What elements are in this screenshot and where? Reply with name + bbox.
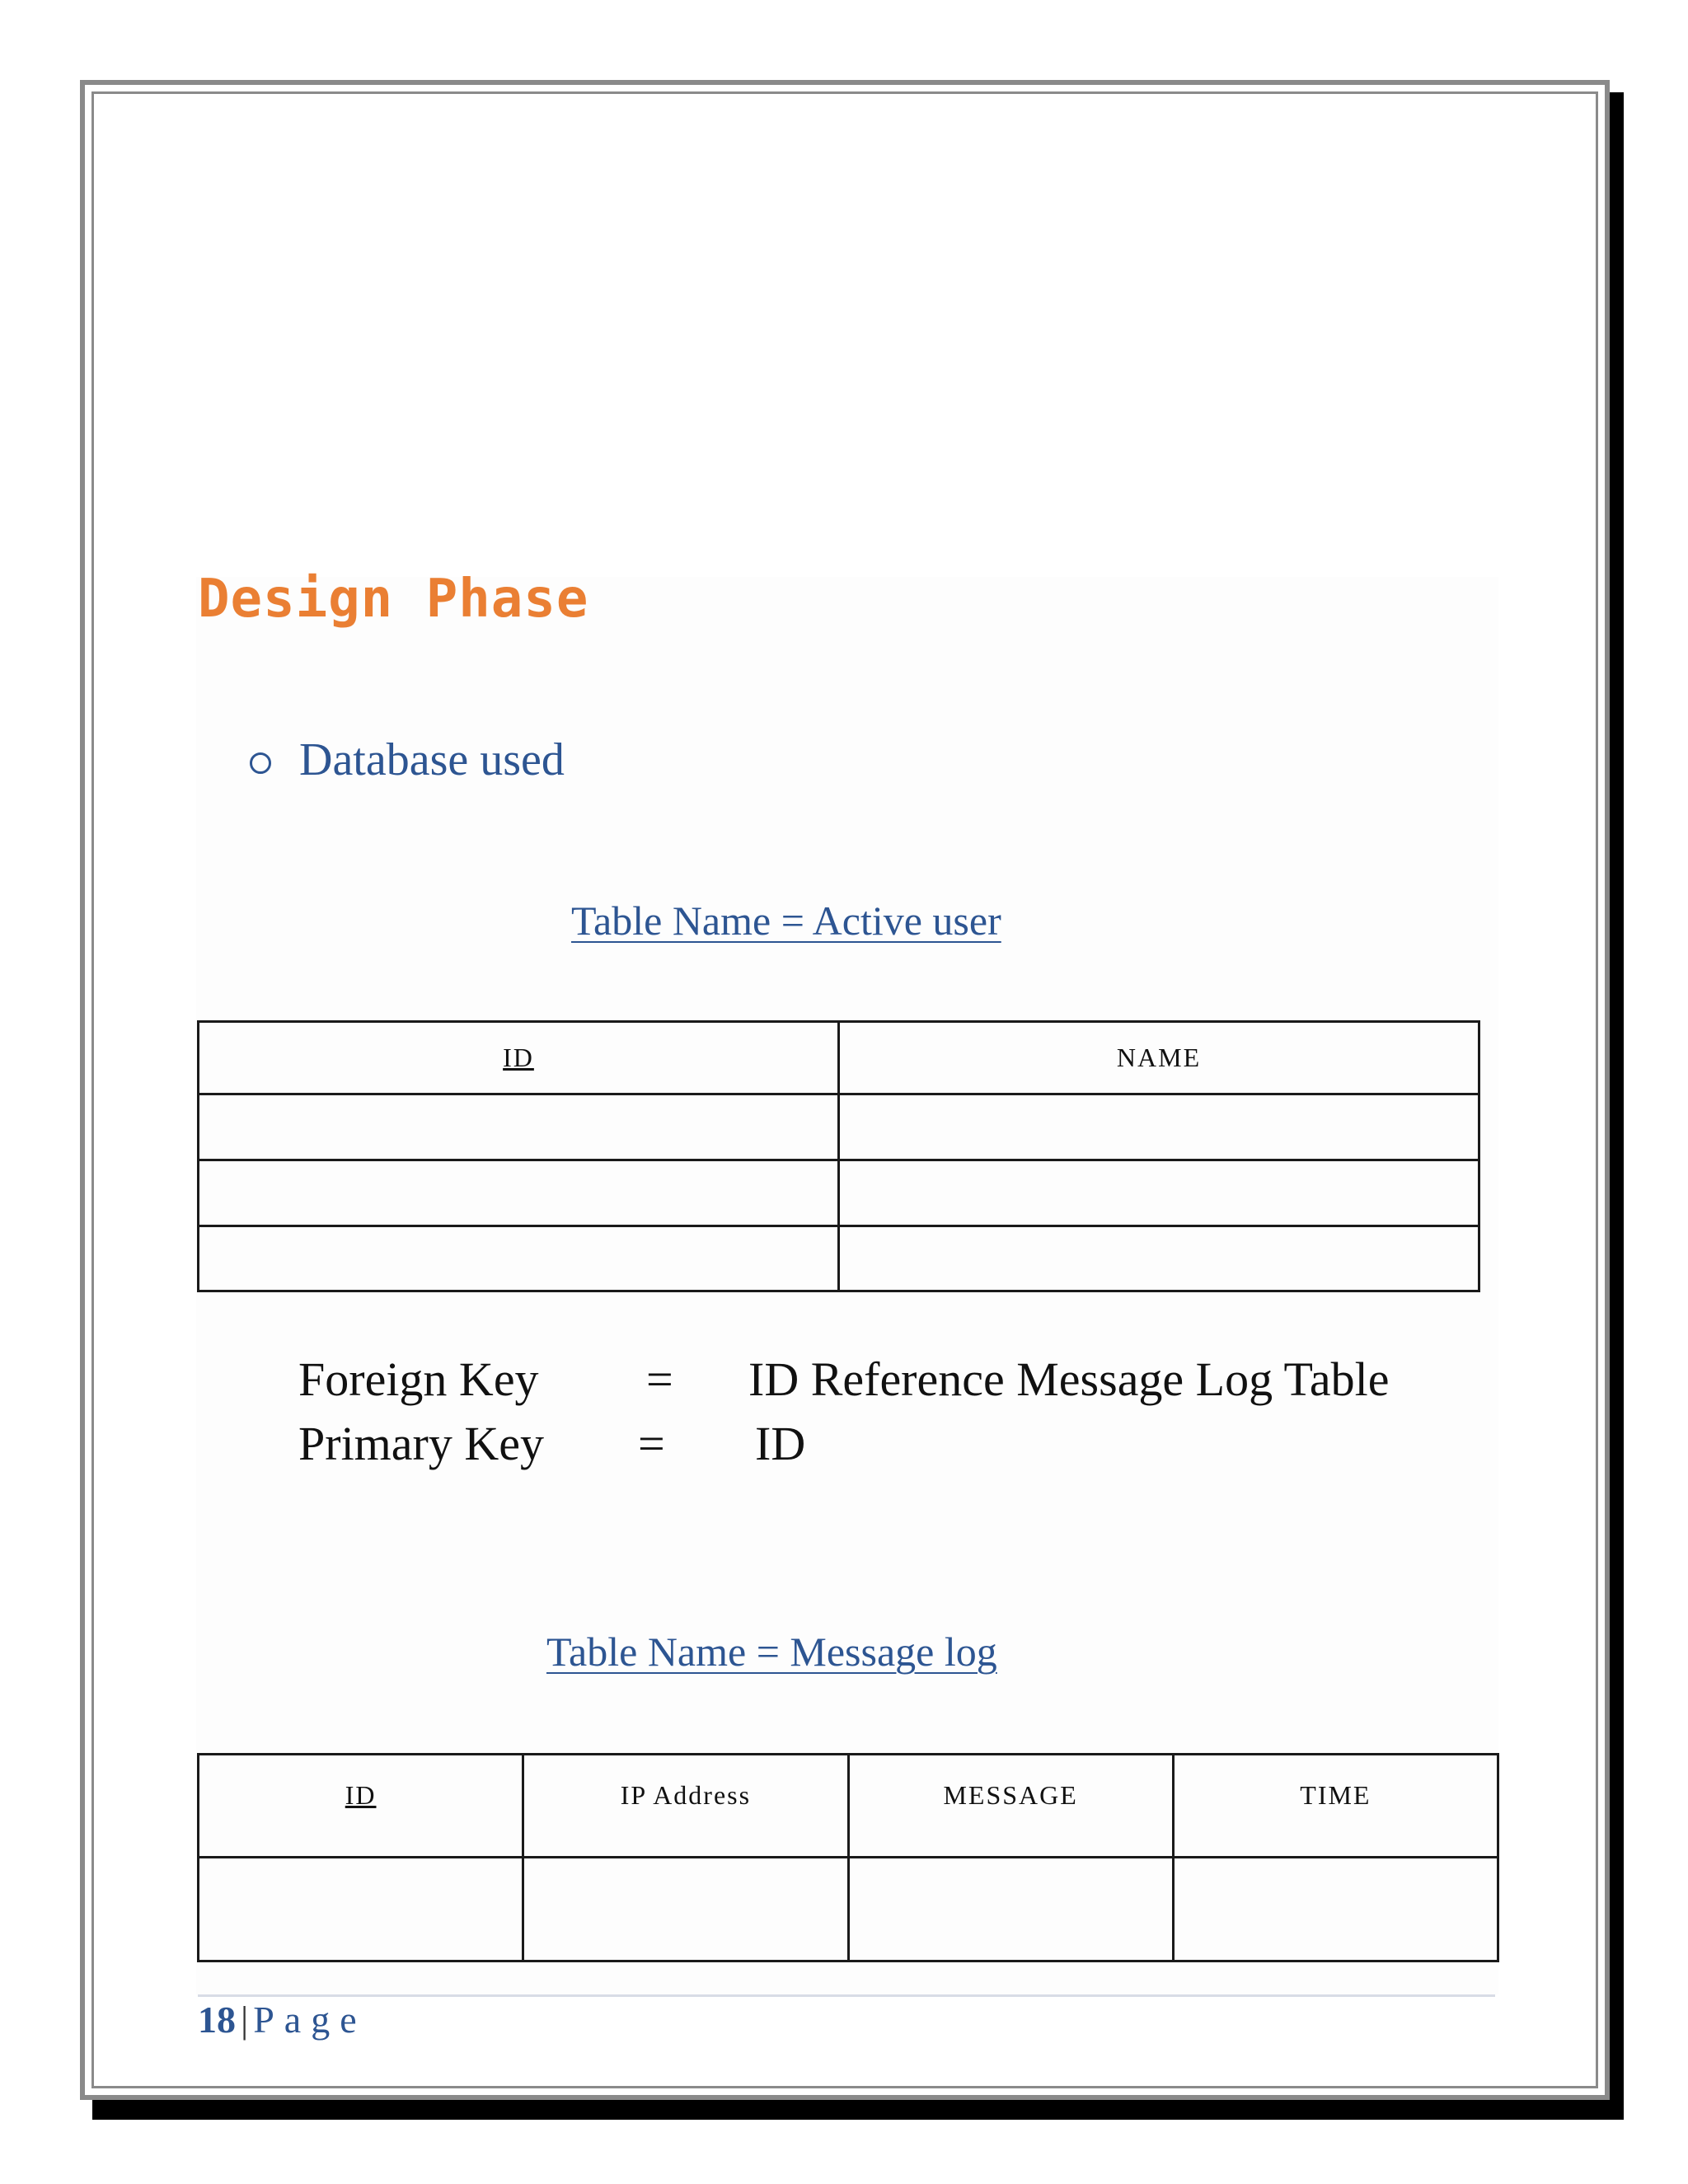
table-caption-active-user: Table Name = Active user (571, 898, 1001, 944)
column-header-id: ID (199, 1755, 523, 1858)
primary-key-value: ID (755, 1417, 806, 1470)
footer-separator: | (241, 1999, 249, 2041)
bullet-text: Database used (299, 734, 565, 785)
foreign-key-equals: = (646, 1352, 673, 1406)
bullet-item (250, 733, 565, 786)
table-cell (839, 1160, 1479, 1226)
column-header-time: TIME (1173, 1755, 1498, 1858)
footer-divider (198, 1994, 1495, 1997)
hollow-circle-bullet-icon (250, 752, 271, 774)
foreign-key-value: ID Reference Message Log Table (748, 1352, 1390, 1406)
page-word: Page (253, 1999, 367, 2041)
column-header-name: NAME (839, 1022, 1479, 1094)
table-header-row (199, 1022, 1479, 1094)
table-cell (199, 1094, 839, 1160)
column-header-id: ID (199, 1022, 839, 1094)
table-row (199, 1160, 1479, 1226)
table-cell (199, 1160, 839, 1226)
message-log-table (197, 1753, 1499, 1962)
primary-key-label: Primary Key (298, 1417, 544, 1470)
page-heading: Design Phase (198, 569, 589, 630)
page-footer (198, 1998, 367, 2041)
table-cell (523, 1858, 848, 1961)
table-cell (839, 1094, 1479, 1160)
column-header-message: MESSAGE (848, 1755, 1173, 1858)
active-user-table (197, 1020, 1480, 1292)
table-row (199, 1226, 1479, 1291)
table-row (199, 1858, 1498, 1961)
table-header-row (199, 1755, 1498, 1858)
table-cell (839, 1226, 1479, 1291)
table-cell (199, 1858, 523, 1961)
page-number: 18 (198, 1999, 236, 2041)
table-row (199, 1094, 1479, 1160)
column-header-ip-address: IP Address (523, 1755, 848, 1858)
table-cell (199, 1226, 839, 1291)
table-caption-message-log: Table Name = Message log (546, 1629, 997, 1675)
foreign-key-label: Foreign Key (298, 1352, 539, 1406)
primary-key-equals: = (638, 1417, 665, 1470)
table-cell (1173, 1858, 1498, 1961)
table-cell (848, 1858, 1173, 1961)
